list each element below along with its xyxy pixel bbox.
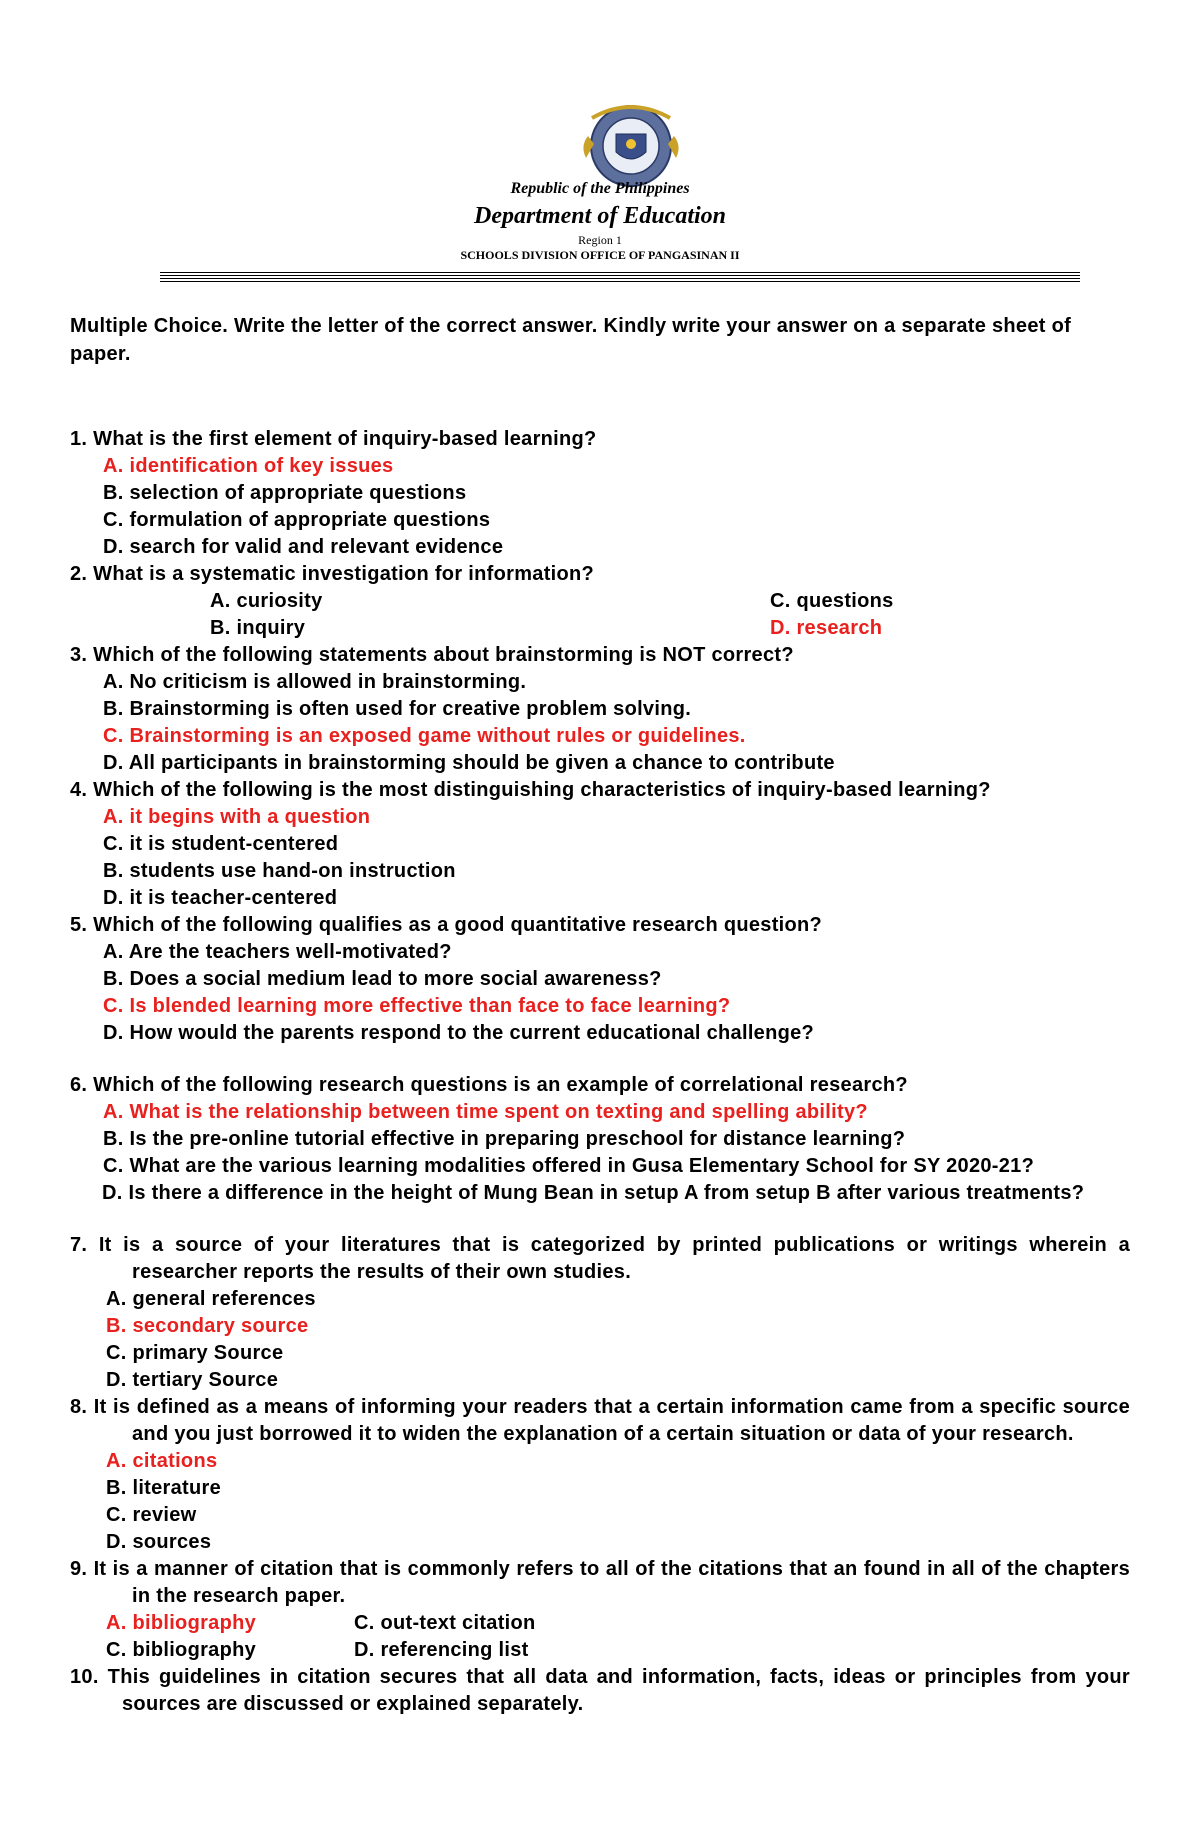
question-text: 7. It is a source of your literatures that is categorized by printed publications or writings wherein a researcher reports the results of their own studies. — [70, 1234, 1130, 1283]
answer-option: D. research — [770, 617, 883, 639]
question-10 — [70, 1664, 1130, 1718]
division-label: SCHOOLS DIVISION OFFICE OF PANGASINAN II — [460, 248, 740, 262]
question-5 — [70, 912, 1130, 1047]
answer-option: B. Is the pre-online tutorial effective in preparing preschool for distance learning? — [103, 1128, 906, 1150]
answer-option: A. No criticism is allowed in brainstorming. — [103, 671, 527, 693]
answer-option: B. secondary source — [106, 1315, 309, 1337]
answer-option: A. What is the relationship between time spent on texting and spelling ability? — [103, 1101, 868, 1123]
region-label: Region 1 — [578, 233, 622, 247]
document-header — [0, 0, 1200, 290]
answer-option: C. review — [106, 1504, 197, 1526]
question-4 — [70, 777, 1130, 912]
answer-option: B. literature — [106, 1477, 222, 1499]
instructions: Multiple Choice. Write the letter of the correct answer. Kindly write your answer on a separate sheet of paper. — [70, 315, 1072, 365]
question-1 — [70, 426, 1130, 561]
answer-option: A. curiosity — [210, 590, 323, 612]
answer-option: C. out-text citation — [354, 1612, 536, 1634]
answer-option: C. questions — [770, 590, 894, 612]
answer-option: A. general references — [106, 1288, 316, 1310]
answer-option: B. Brainstorming is often used for creative problem solving. — [103, 698, 692, 720]
question-text: 1. What is the first element of inquiry-based learning? — [70, 428, 597, 450]
answer-option: C. primary Source — [106, 1342, 284, 1364]
answer-option: D. it is teacher-centered — [103, 887, 338, 909]
question-7 — [70, 1232, 1130, 1394]
question-6 — [70, 1072, 1130, 1207]
answer-option: A. Are the teachers well-motivated? — [103, 941, 452, 963]
answer-option: C. Brainstorming is an exposed game without rules or guidelines. — [103, 725, 746, 747]
answer-option: D. All participants in brainstorming should be given a chance to contribute — [103, 752, 835, 774]
question-text: 4. Which of the following is the most distinguishing characteristics of inquiry-based learning? — [70, 779, 991, 801]
republic-label: Republic of the Philippines — [510, 180, 690, 197]
answer-option: D. sources — [106, 1531, 212, 1553]
answer-option: C. What are the various learning modalities offered in Gusa Elementary School for SY 2020-21? — [103, 1155, 1035, 1177]
answer-option: A. bibliography — [106, 1612, 257, 1634]
answer-option: C. bibliography — [106, 1639, 257, 1661]
answer-option: C. formulation of appropriate questions — [103, 509, 491, 531]
question-text: 8. It is defined as a means of informing your readers that a certain information came from a specific source and you just borrowed it to widen the explanation of a certain situation or data of your research. — [70, 1396, 1130, 1445]
answer-option: A. identification of key issues — [103, 455, 394, 477]
answer-option: B. Does a social medium lead to more social awareness? — [103, 968, 662, 990]
header-divider — [160, 275, 1080, 276]
deped-seal-icon — [578, 100, 684, 192]
answer-option: D. How would the parents respond to the current educational challenge? — [103, 1022, 815, 1044]
question-2 — [70, 561, 1130, 642]
answer-option: D. search for valid and relevant evidence — [103, 536, 504, 558]
answer-option: B. selection of appropriate questions — [103, 482, 467, 504]
answer-option: B. students use hand-on instruction — [103, 860, 456, 882]
answer-option: C. Is blended learning more effective than face to face learning? — [103, 995, 731, 1017]
header-divider — [160, 272, 1080, 273]
header-divider — [160, 281, 1080, 282]
answer-option: A. citations — [106, 1450, 218, 1472]
question-text: 5. Which of the following qualifies as a good quantitative research question? — [70, 914, 823, 936]
answer-option: D. Is there a difference in the height of Mung Bean in setup A from setup B after various treatments? — [102, 1182, 1085, 1204]
quiz-content — [70, 312, 1130, 1718]
header-divider — [160, 278, 1080, 279]
question-text: 3. Which of the following statements about brainstorming is NOT correct? — [70, 644, 794, 666]
question-3 — [70, 642, 1130, 777]
question-text: 10. This guidelines in citation secures that all data and information, facts, ideas or principles from your sources are discussed or explained separately. — [70, 1666, 1130, 1715]
answer-option: D. referencing list — [354, 1639, 529, 1661]
question-text: 2. What is a systematic investigation for information? — [70, 563, 595, 585]
answer-option: A. it begins with a question — [103, 806, 371, 828]
answer-option: C. it is student-centered — [103, 833, 339, 855]
question-9 — [70, 1556, 1130, 1664]
question-text: 9. It is a manner of citation that is commonly refers to all of the citations that an found in all of the chapters in the research paper. — [70, 1558, 1130, 1607]
answer-option: D. tertiary Source — [106, 1369, 279, 1391]
question-8 — [70, 1394, 1130, 1556]
department-title: Department of Education — [473, 203, 726, 229]
answer-option: B. inquiry — [210, 617, 306, 639]
question-text: 6. Which of the following research questions is an example of correlational research? — [70, 1074, 908, 1096]
